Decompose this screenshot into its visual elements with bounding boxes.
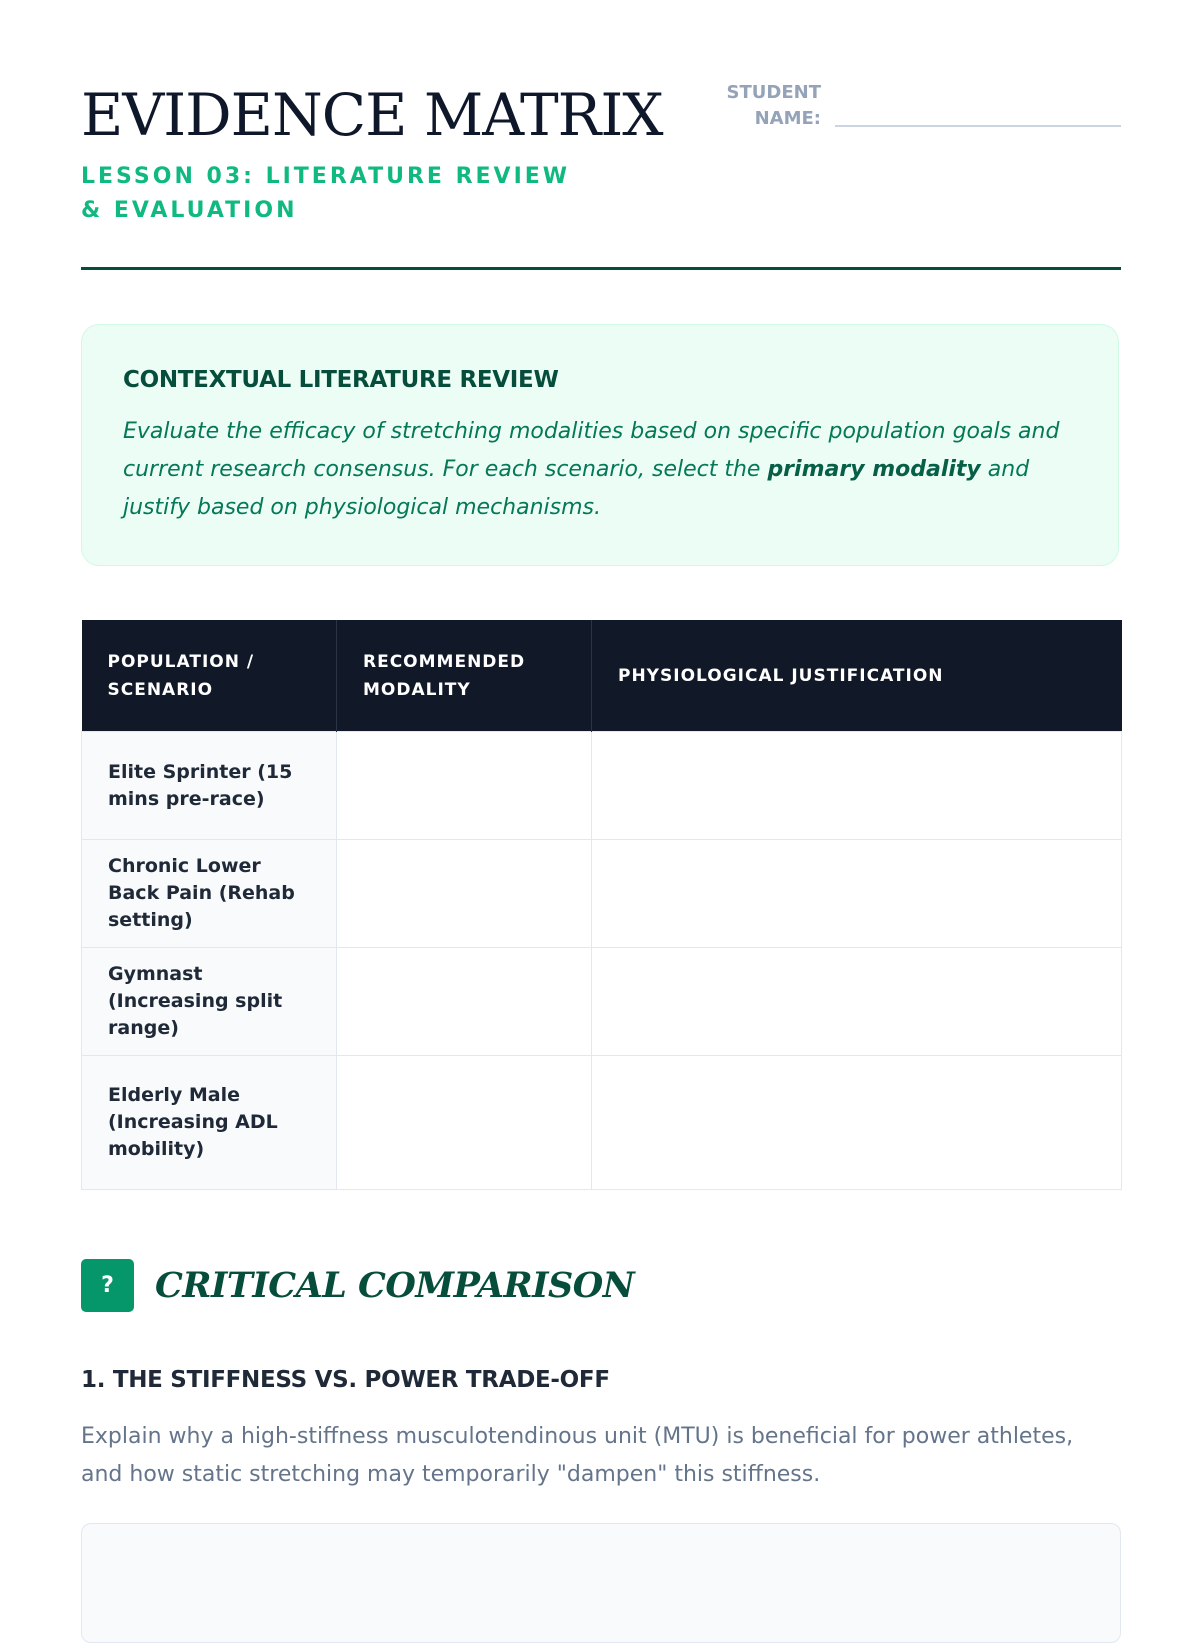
context-body-end: and justify based on physiological mechanisms.: [123, 457, 1030, 520]
context-body-emphasis: primary modality: [767, 457, 981, 482]
scenario-cell: Elderly Male (Increasing ADL mobility): [82, 1056, 337, 1190]
column-header-justification: PHYSIOLOGICAL JUSTIFICATION: [592, 620, 1122, 732]
justification-answer-cell[interactable]: [592, 840, 1122, 948]
modality-answer-cell[interactable]: [337, 1056, 592, 1190]
modality-answer-cell[interactable]: [337, 840, 592, 948]
student-name-field[interactable]: [835, 125, 1121, 127]
worksheet-page: [81, 0, 1121, 1487]
column-header-modality: RECOMMENDED MODALITY: [337, 620, 592, 732]
justification-answer-cell[interactable]: [592, 732, 1122, 840]
modality-answer-cell[interactable]: [337, 732, 592, 840]
header-divider: [81, 267, 1121, 270]
scenario-cell: Elite Sprinter (15 mins pre-race): [82, 732, 337, 840]
table-row: [82, 948, 1122, 1056]
question-1-prompt: Explain why a high-stiffness musculotendinous unit (MTU) is beneficial for power athletes, and how static stretching may temporarily "dampen" this stiffness.: [81, 1424, 1074, 1487]
justification-answer-cell[interactable]: [592, 948, 1122, 1056]
context-body: [123, 413, 1083, 527]
table-row: [82, 732, 1122, 840]
page-title: EVIDENCE MATRIX: [81, 81, 663, 149]
student-name-label: STUDENT NAME:: [726, 82, 821, 129]
justification-answer-cell[interactable]: [592, 1056, 1122, 1190]
context-box: [81, 324, 1119, 566]
question-1-title: 1. THE STIFFNESS VS. POWER TRADE-OFF: [81, 1367, 610, 1393]
lesson-subtitle: LESSON 03: LITERATURE REVIEW & EVALUATION: [81, 164, 571, 223]
column-header-scenario: POPULATION / SCENARIO: [82, 620, 337, 732]
scenario-cell: Gymnast (Increasing split range): [82, 948, 337, 1056]
table-row: [82, 840, 1122, 948]
scenario-cell: Chronic Lower Back Pain (Rehab setting): [82, 840, 337, 948]
table-row: [82, 1056, 1122, 1190]
section-title-critical-comparison: CRITICAL COMPARISON: [155, 1265, 635, 1306]
question-1-answer-box[interactable]: [81, 1523, 1121, 1643]
question-mark-icon: ?: [81, 1259, 134, 1312]
context-body-start: Evaluate the efficacy of stretching modalities based on specific population goals and current research consensus. For each scenario, select the: [123, 419, 1060, 482]
context-heading: CONTEXTUAL LITERATURE REVIEW: [123, 367, 559, 393]
modality-answer-cell[interactable]: [337, 948, 592, 1056]
evidence-matrix-table: [81, 620, 1122, 1190]
table-header-row: [82, 620, 1122, 732]
worksheet-header: [81, 0, 1121, 270]
